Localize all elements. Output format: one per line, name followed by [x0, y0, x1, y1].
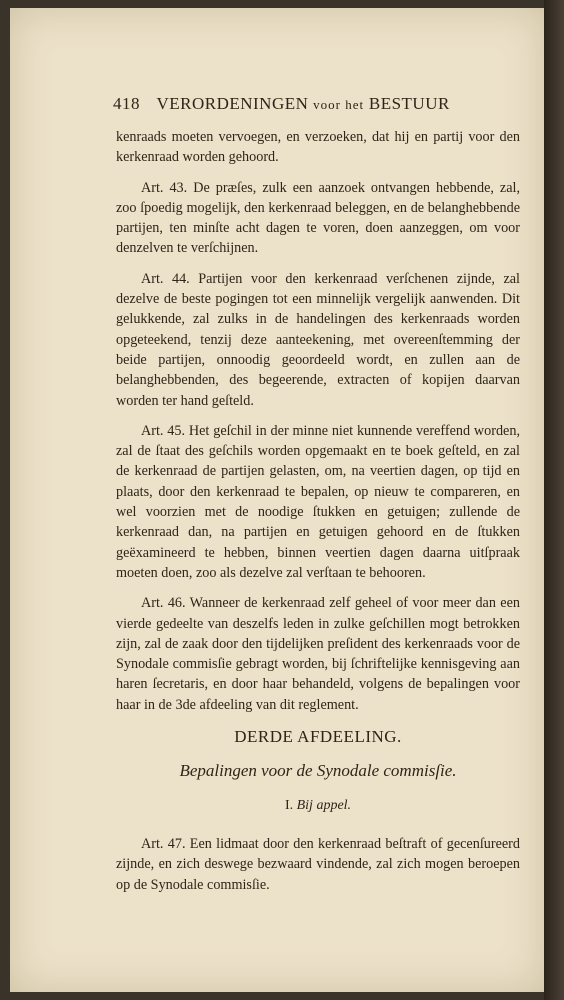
article-46: Art. 46. Wanneer de kerkenraad zelf geheel of voor meer dan een vierde gedeelte van deszelfs leden in zulke geſchillen mogt betrokken zijn, zal de zaak door den tijdelijken preſident des kerkenraads voor de Synodale commisſie gebragt worden, bij ſchriftelijke kennisgeving aan haren ſecretaris, en door haar behandeld, volgens de bepalingen voor haar in de 3de afdeeling van dit reglement.: [116, 595, 520, 713]
header-title-3: BESTUUR: [368, 94, 450, 113]
article-47: Art. 47. Een lidmaat door den kerkenraad beſtraft of gecenſureerd zijnde, en zich deswege bezwaard vindende, zal zich mogen beroepen op de Synodale commisſie.: [116, 835, 520, 893]
article-43: Art. 43. De præſes, zulk een aanzoek ontvangen hebbende, zal, zoo ſpoedig mogelijk, den kerkenraad beleggen, en de belanghebbende partijen, ten minſte acht dagen te voren, doen aanzeggen, om voor denzelven te verſchijnen.: [116, 179, 520, 257]
article-45: Art. 45. Het geſchil in der minne niet kunnende vereffend worden, zal de ſtaat des geſchils worden opgemaakt en te boek geſteld, en zal de kerkenraad de partijen gelasten, om, na veertien dagen, op tijd en plaats, door den kerkenraad te bepalen, op nieuw te compareren, en wel voorzien met de noodige ſtukken en getuigen; zullende de kerkenraad dan, na partijen en getuigen gehoord en de ſtukken geëxamineerd te hebben, binnen veertien dagen daarna uitſpraak moeten doen, zoo als dezelve zal verſtaan te behooren.: [116, 422, 520, 581]
header-title-1: VERORDENINGEN: [156, 94, 309, 113]
page-body: [116, 127, 520, 895]
section-subtitle: Bepalingen voor de Synodale commisſie.: [179, 761, 457, 781]
subsection-label: Bij appel.: [296, 797, 352, 813]
book-edge: [544, 0, 564, 1000]
subsection-number: I.: [284, 797, 294, 813]
book-page: [10, 8, 544, 992]
subsection-heading: [116, 796, 520, 816]
article-44: Art. 44. Partijen voor den kerkenraad verſchenen zijnde, zal dezelve de beste pogingen tot een minnelijk vergelijk aanwenden. Dit gelukkende, zal zulks in de handelingen des kerkenraads worden opgeteekend, tenzij deze aanteekening, met overeenſtemming der beide partijen, onnoodig geoordeeld wordt, en zullen aan de belanghebbenden, des begeerende, extracten of kopijen daarvan worden ter hand geſteld.: [116, 270, 520, 409]
running-header: [113, 94, 513, 114]
header-title-2: voor het: [313, 97, 365, 112]
page-number: 418: [113, 94, 140, 113]
section-title: DERDE AFDEELING.: [234, 727, 402, 747]
continued-paragraph: kenraads moeten vervoegen, en verzoeken, dat hij en partij voor den kerkenraad worden gehoord.: [116, 129, 520, 166]
